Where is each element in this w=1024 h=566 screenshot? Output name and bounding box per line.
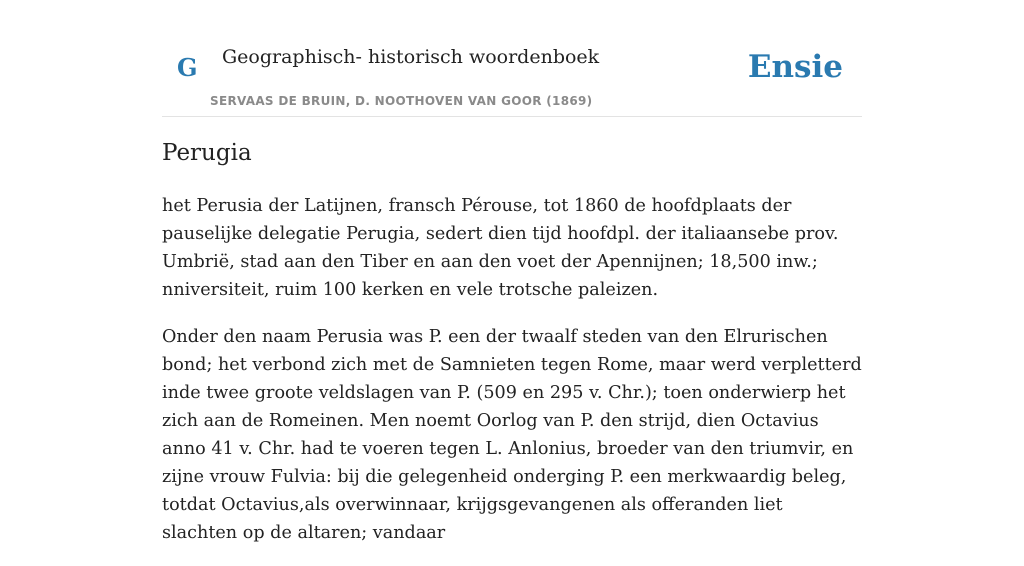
article-paragraph: het Perusia der Latijnen, fransch Pérouse, tot 1860 de hoofdplaats der pauselijke delegatie Perugia, sedert dien tijd hoofdpl. der italiaansebe prov. Umbrië, stad aan den Tiber en aan den voet der Apennijnen; 18,500 inw.; nniversiteit, ruim 100 kerken en vele trotsche paleizen.	[162, 196, 839, 300]
ensie-logo[interactable]: Ensie	[747, 49, 843, 85]
book-author-meta: SERVAAS DE BRUIN, D. NOOTHOVEN VAN GOOR (1869)	[210, 94, 593, 108]
book-header	[162, 0, 862, 117]
book-title-link[interactable]: Geographisch- historisch woordenboek	[222, 46, 600, 68]
article-headword: Perugia	[162, 140, 252, 166]
book-g-icon: G	[177, 53, 198, 82]
article-body	[162, 192, 862, 566]
article-paragraph: Onder den naam Perusia was P. een der twaalf steden van den Elrurischen bond; het verbond zich met de Samnieten tegen Rome, maar werd verpletterd inde twee groote veldslagen van P. (509 en 295 v. Chr.); toen onderwierp het zich aan de Romeinen. Men noemt Oorlog van P. den strijd, dien Octavius anno 41 v. Chr. had te voeren tegen L. Anlonius, broeder van den triumvir, en zijne vrouw Fulvia: bij die gelegenheid onderging P. een merkwaardig beleg, totdat Octavius,als overwinnaar, krijgsgevangenen als offeranden liet slachten op de altaren; vandaar	[162, 327, 862, 543]
